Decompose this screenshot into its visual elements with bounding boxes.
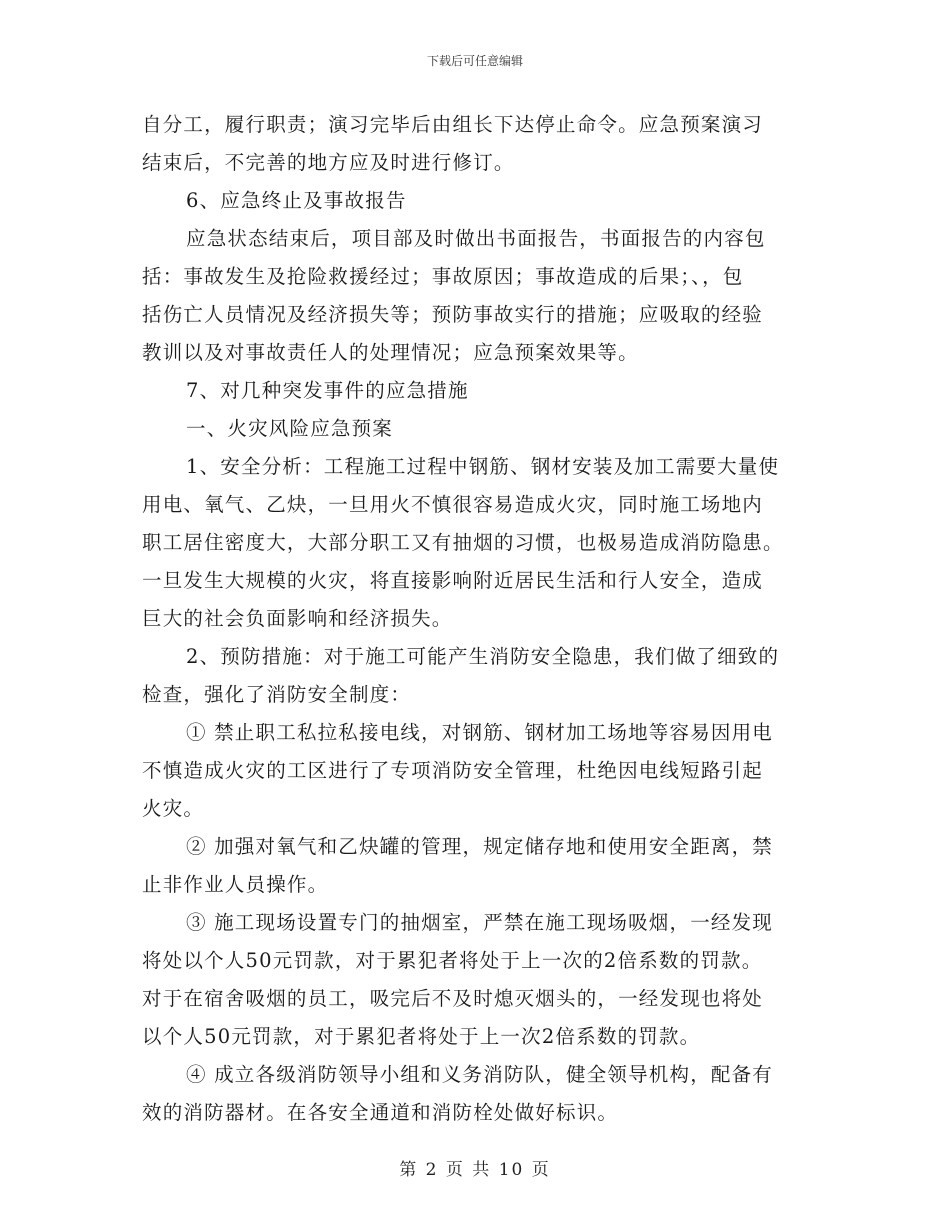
text-line: 用电、氧气、乙炔，一旦用火不慎很容易造成火灾，同时施工场地内 [142,493,764,516]
text-line: 不慎造成火灾的工区进行了专项消防安全管理，杜绝因电线短路引起 [142,759,764,782]
list-item: ② 加强对氧气和乙炔罐的管理，规定储存地和使用安全距离，禁 [186,835,773,858]
text-line: 以个人50元罚款，对于累犯者将处于上一次2倍系数的罚款。 [142,1025,701,1048]
text-line: 效的消防器材。在各安全通道和消防栓处做好标识。 [142,1101,619,1124]
section-heading: 7、对几种突发事件的应急措施 [186,379,469,402]
text-line: 火灾。 [142,797,205,820]
page-number-footer: 第 2 页 共 10 页 [399,1160,551,1180]
text-line: 将处以个人50元罚款，对于累犯者将处于上一次的2倍系数的罚款。 [142,949,763,972]
text-line: 括：事故发生及抢险救援经过；事故原因；事故造成的后果；、，包 [142,265,744,288]
text-line: 自分工，履行职责；演习完毕后由组长下达停止命令。应急预案演习 [142,113,764,136]
text-line: 止非作业人员操作。 [142,873,329,896]
text-line: 一旦发生大规模的火灾，将直接影响附近居民生活和行人安全，造成 [142,569,764,592]
text-line: 对于在宿舍吸烟的员工，吸完后不及时熄灭烟头的，一经发现也将处 [142,987,764,1010]
text-line: 括伤亡人员情况及经济损失等；预防事故实行的措施；应吸取的经验 [142,303,764,326]
list-item: ③ 施工现场设置专门的抽烟室，严禁在施工现场吸烟，一经发现 [186,911,773,934]
list-item: ① 禁止职工私拉私接电线，对钢筋、钢材加工场地等容易因用电 [186,721,773,744]
text-line: 职工居住密度大，大部分职工又有抽烟的习惯，也极易造成消防隐患。 [142,531,784,554]
list-item: ④ 成立各级消防领导小组和义务消防队，健全领导机构，配备有 [186,1063,773,1086]
text-line: 巨大的社会负面影响和经济损失。 [142,607,453,630]
text-line: 结束后，不完善的地方应及时进行修订。 [142,151,515,174]
page-header: 下载后可任意编辑 [426,54,523,68]
text-line: 2、预防措施：对于施工可能产生消防安全隐患，我们做了细致的 [186,645,780,668]
text-line: 应急状态结束后，项目部及时做出书面报告，书面报告的内容包 [186,227,766,250]
section-heading: 6、应急终止及事故报告 [186,189,407,212]
text-line: 检查，强化了消防安全制度： [142,683,412,706]
text-line: 教训以及对事故责任人的处理情况；应急预案效果等。 [142,341,639,364]
text-line: 1、安全分析：工程施工过程中钢筋、钢材安装及加工需要大量使 [186,455,780,478]
section-heading: 一、火灾风险应急预案 [186,417,394,440]
document-body [142,106,812,1132]
